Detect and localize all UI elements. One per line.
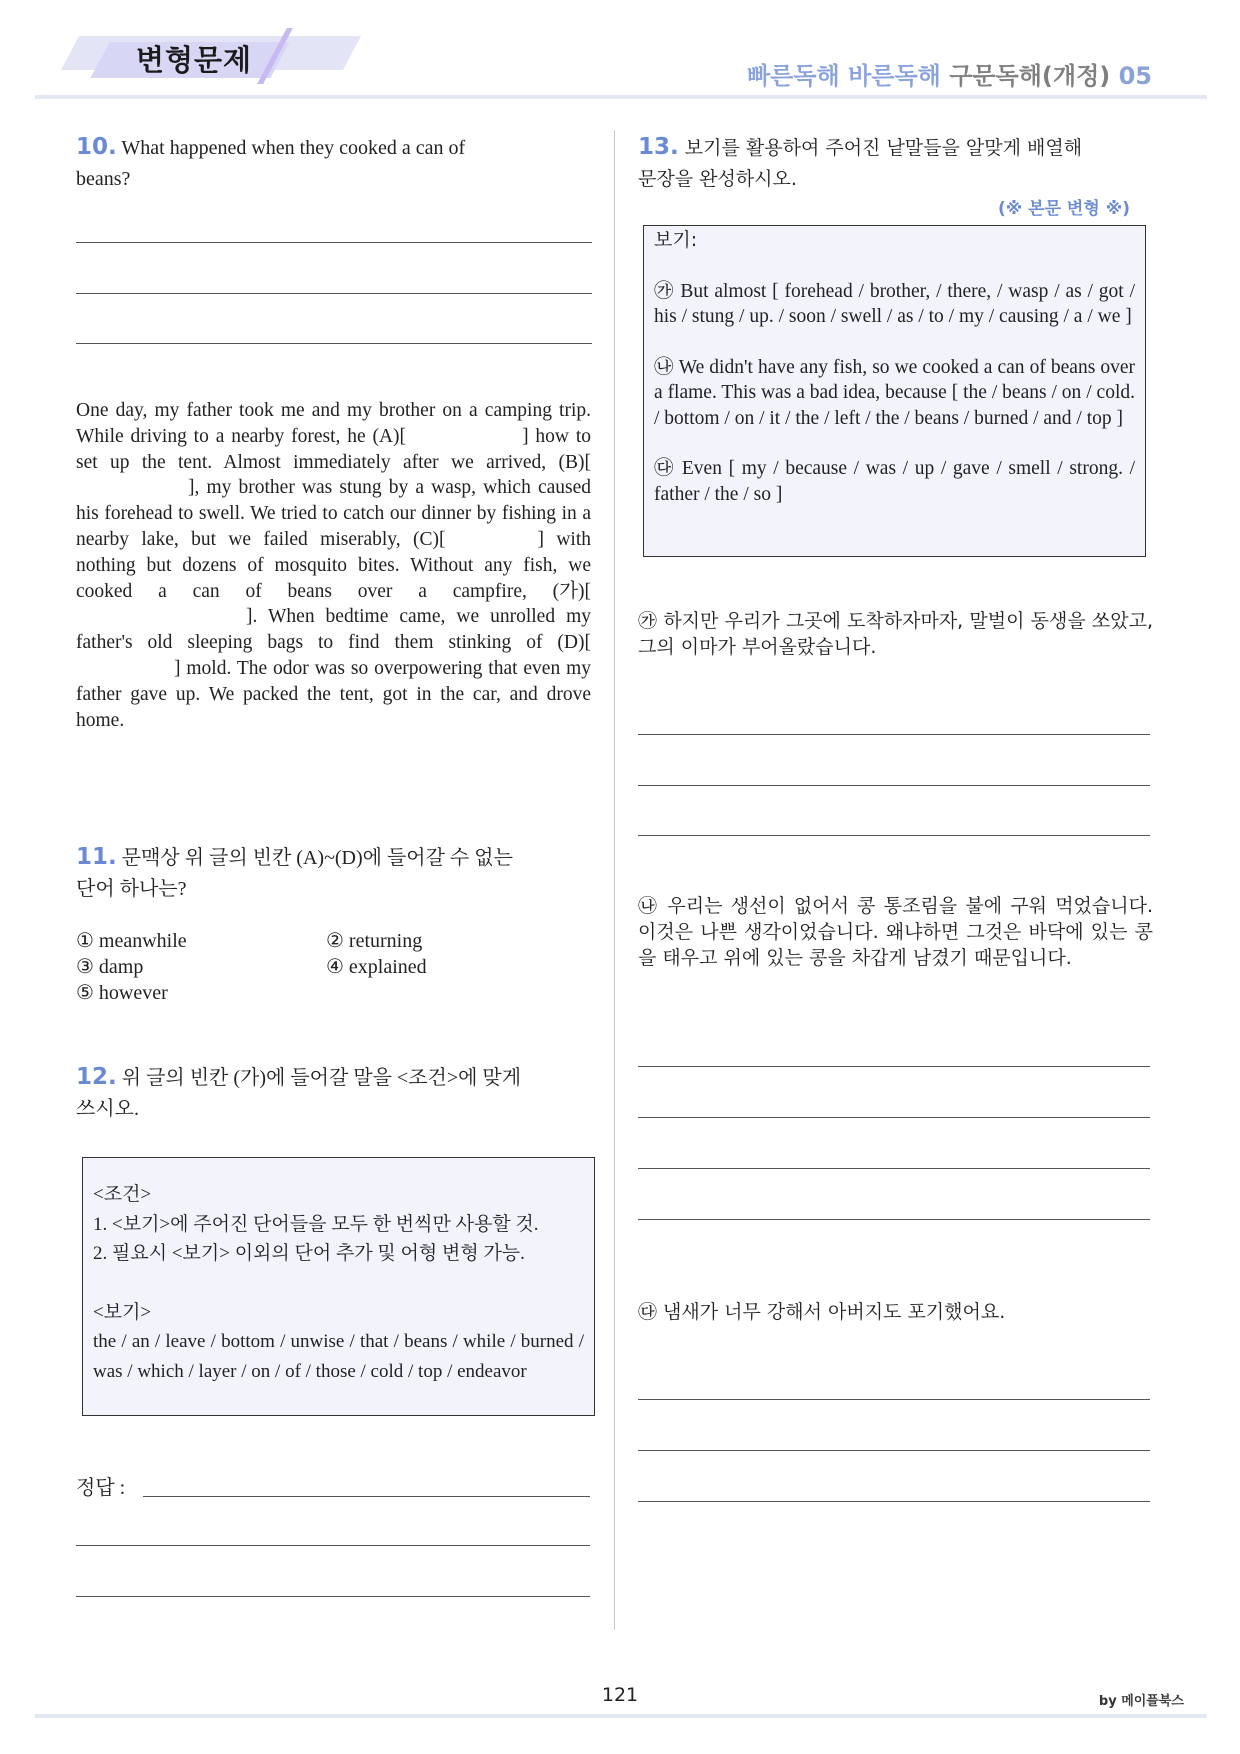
question-12-text-line1: 위 글의 빈칸 (가)에 들어갈 말을 <조건>에 맞게 [121, 1067, 522, 1089]
column-divider [614, 130, 615, 1630]
example-box [643, 225, 1146, 557]
bogi-word-list: the / an / leave / bottom / unwise / that / beans / while / burned / was / which / layer / on / of / those / cold / top / endeavor [93, 1331, 584, 1382]
question-10-text-line2: beans? [76, 168, 131, 190]
conditions-box [82, 1157, 595, 1416]
header-badge-title: 변형문제 [136, 43, 253, 77]
choice-4[interactable]: ④ explained [326, 956, 427, 978]
choice-5[interactable]: ⑤ however [76, 982, 168, 1004]
question-12-text-line2: 쓰시오. [76, 1098, 139, 1120]
reading-passage [76, 398, 591, 733]
conditions-title: <조건> [93, 1184, 152, 1205]
passage-segment: One day, my father took me and my brother on a camping trip. While driving to a nearby forest, he (A)[ [76, 400, 591, 447]
passage-segment: ] how to set up the tent. Almost immediately after we arrived, (B)[ [76, 425, 592, 473]
korean-prompt-na: ㉯ 우리는 생선이 없어서 콩 통조림을 불에 구워 먹었습니다. 이것은 나쁜 생각이었습니다. 왜냐하면 그것은 바닥에 있는 콩을 태우고 위에 있는 콩을 차갑게 남겼기 때문입니다. [638, 895, 1153, 969]
question-13-text-line1: 보기를 활용하여 주어진 낱말들을 알맞게 배열해 [684, 137, 1083, 159]
answer-line[interactable] [638, 1501, 1150, 1502]
answer-line[interactable] [638, 1117, 1150, 1118]
passage-segment: ] mold. The odor was so overpowering that even my father gave up. We packed the tent, got in the car, and drove home. [76, 657, 591, 731]
answer-line[interactable] [76, 1596, 590, 1597]
answer-line[interactable] [76, 242, 592, 243]
question-12-number: 12. [76, 1064, 117, 1090]
korean-prompt-ga: ㉮ 하지만 우리가 그곳에 도착하자마자, 말벌이 동생을 쏘았고, 그의 이마가 부어올랐습니다. [638, 610, 1153, 658]
example-da: ㉰ Even [ my / because / was / up / gave / smell / strong. / father / the / so ] [654, 458, 1135, 505]
question-11-number: 11. [76, 844, 117, 870]
choice-1[interactable]: ① meanwhile [76, 930, 187, 952]
answer-line[interactable] [638, 1450, 1150, 1451]
question-10 [76, 132, 596, 195]
answer-line[interactable] [638, 785, 1150, 786]
answer-line[interactable] [143, 1496, 590, 1497]
korean-prompt-da: ㉰ 냄새가 너무 강해서 아버지도 포기했어요. [638, 1301, 1006, 1323]
passage-segment: ], my brother was stung by a wasp, which caused his forehead to swell. We tried to catch our dinner by fishing in a nearby lake, but we failed miserably, (C)[ [76, 477, 591, 550]
answer-line[interactable] [638, 1066, 1150, 1067]
answer-line[interactable] [76, 293, 592, 294]
passage-segment: ] with nothing but dozens of mosquito bites. Without any fish, we cooked a can of beans over a campfire, (가)[ [76, 528, 591, 602]
question-11-text-line1: 문맥상 위 글의 빈칸 (A)~(D)에 들어갈 수 없는 [121, 847, 513, 869]
page-number: 121 [601, 1684, 639, 1706]
example-ga: ㉮ But almost [ forehead / brother, / there, / wasp / as / got / his / stung / up. / soon / swell / as / to / my / causing / a / we ] [654, 280, 1135, 327]
bogi-title: <보기> [93, 1301, 152, 1323]
condition-2: 2. 필요시 <보기> 이외의 단어 추가 및 어형 변형 가능. [93, 1243, 525, 1264]
publisher-brand: by 메이플북스 [1098, 1694, 1184, 1709]
question-13 [638, 132, 1158, 195]
answer-line[interactable] [638, 835, 1150, 836]
example-na: ㉯ We didn't have any fish, so we cooked a can of beans over a flame. This was a bad idea, because [ the / beans / on / cold. / bottom / on / it / the / left / the / beans / burned / and / top ] [654, 356, 1135, 429]
example-box-title: 보기: [654, 229, 698, 251]
answer-line[interactable] [638, 734, 1150, 735]
question-13-number: 13. [638, 134, 679, 160]
choice-2[interactable]: ② returning [326, 930, 423, 952]
question-11-text-line2: 단어 하나는? [76, 878, 187, 900]
series-name: 빠른독해 바른독해 [747, 62, 941, 90]
condition-1: 1. <보기>에 주어진 단어들을 모두 한 번씩만 사용할 것. [93, 1213, 539, 1235]
answer-line[interactable] [76, 1545, 590, 1546]
question-13-note: (※ 본문 변형 ※) [997, 199, 1130, 219]
choice-3[interactable]: ③ damp [76, 956, 144, 978]
question-11-choices [76, 928, 596, 1006]
question-13-text-line2: 문장을 완성하시오. [638, 168, 797, 190]
answer-line[interactable] [76, 343, 592, 344]
series-volume: 05 [1118, 62, 1152, 90]
answer-line[interactable] [638, 1399, 1150, 1400]
series-subtitle: 구문독해(개정) [949, 62, 1111, 90]
answer-line[interactable] [638, 1168, 1150, 1169]
question-10-text-line1: What happened when they cooked a can of [121, 137, 466, 159]
question-10-number: 10. [76, 134, 117, 160]
footer-rule [35, 1714, 1207, 1718]
answer-label: 정답 : [76, 1477, 126, 1499]
passage-segment: ]. When bedtime came, we unrolled my father's old sleeping bags to find them stinking of (D)[ [76, 606, 591, 654]
answer-line[interactable] [638, 1219, 1150, 1220]
question-12 [76, 1062, 596, 1125]
question-11 [76, 842, 596, 905]
header-series-title [747, 56, 1152, 91]
header-rule [35, 95, 1207, 99]
